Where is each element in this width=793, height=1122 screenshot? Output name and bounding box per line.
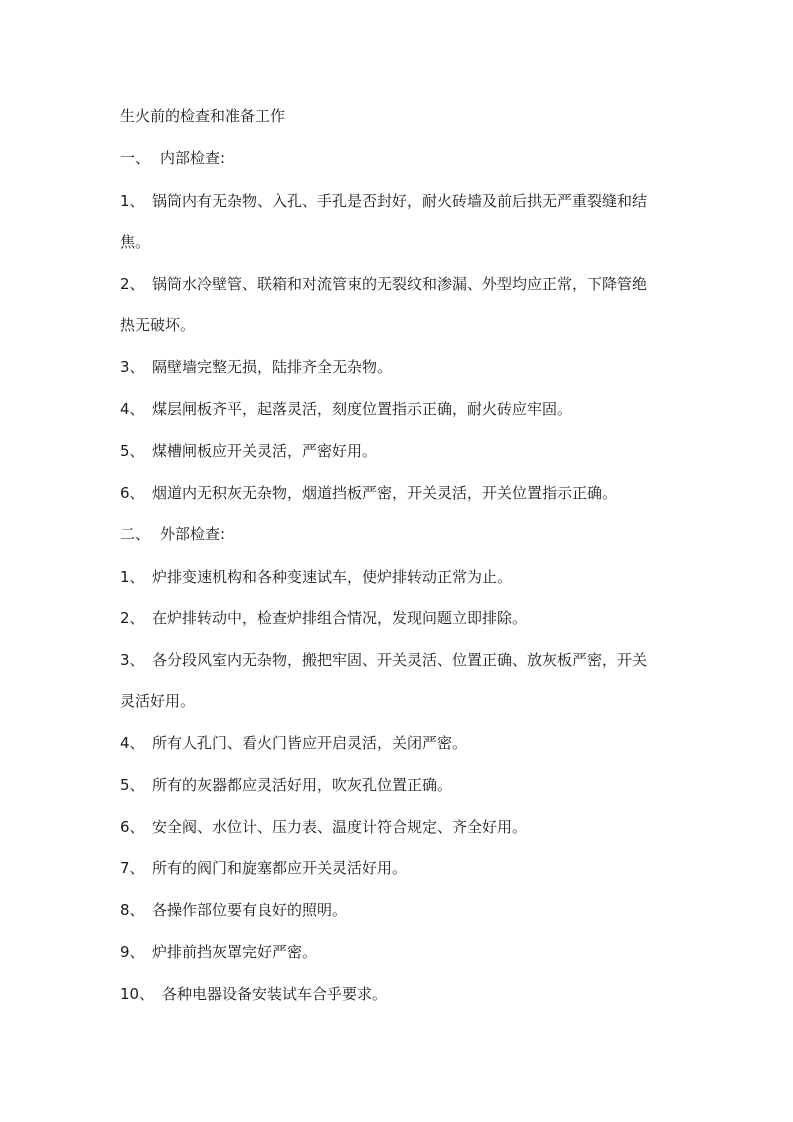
item-text: 各分段风室内无杂物，搬把牢固、开关灵活、位置正确、放灰板严密，开关 bbox=[152, 651, 648, 669]
item-text: 各操作部位要有良好的照明。 bbox=[152, 901, 348, 919]
list-item bbox=[120, 566, 680, 587]
item-text: 锅筒内有无杂物、入孔、手孔是否封好，耐火砖墙及前后拱无严重裂缝和结 bbox=[152, 192, 648, 210]
list-item bbox=[120, 398, 680, 419]
list-item bbox=[120, 356, 680, 377]
list-item bbox=[120, 482, 680, 503]
section-title: 外部检查: bbox=[160, 525, 226, 543]
list-item bbox=[120, 816, 680, 837]
item-number: 4、 bbox=[120, 734, 145, 752]
item-text: 煤槽闸板应开关灵活，严密好用。 bbox=[152, 442, 378, 460]
item-number: 7、 bbox=[120, 859, 145, 877]
section-heading-internal bbox=[120, 148, 225, 168]
list-item bbox=[120, 607, 680, 628]
item-number: 3、 bbox=[120, 651, 145, 669]
list-item bbox=[120, 941, 680, 962]
item-text: 煤层闸板齐平，起落灵活，刻度位置指示正确，耐火砖应牢固。 bbox=[152, 400, 573, 418]
document-title: 生火前的检查和准备工作 bbox=[120, 107, 286, 125]
item-number: 5、 bbox=[120, 442, 145, 460]
item-number: 2、 bbox=[120, 275, 145, 293]
list-item bbox=[120, 983, 680, 1004]
list-item bbox=[120, 857, 680, 878]
item-number: 9、 bbox=[120, 943, 145, 961]
item-number: 1、 bbox=[120, 568, 145, 586]
section-number: 二、 bbox=[120, 525, 151, 543]
item-number: 8、 bbox=[120, 901, 145, 919]
item-number: 2、 bbox=[120, 609, 145, 627]
item-number: 6、 bbox=[120, 484, 145, 502]
list-item bbox=[120, 899, 680, 920]
item-number: 4、 bbox=[120, 400, 145, 418]
list-item bbox=[120, 440, 680, 461]
item-number: 6、 bbox=[120, 818, 145, 836]
section-number: 一、 bbox=[120, 149, 151, 167]
item-text: 锅筒水冷壁管、联箱和对流管束的无裂纹和渗漏、外型均应正常，下降管绝 bbox=[152, 275, 648, 293]
item-number: 10、 bbox=[120, 985, 155, 1003]
item-text-continued: 热无破坏。 bbox=[120, 316, 196, 334]
item-number: 3、 bbox=[120, 358, 145, 376]
item-text: 所有人孔门、看火门皆应开启灵活，关闭严密。 bbox=[152, 734, 468, 752]
item-text: 安全阀、水位计、压力表、温度计符合规定、齐全好用。 bbox=[152, 818, 528, 836]
list-item bbox=[120, 649, 680, 710]
list-item bbox=[120, 732, 680, 753]
list-item bbox=[120, 190, 680, 251]
section-heading-external bbox=[120, 524, 225, 544]
list-item bbox=[120, 273, 680, 334]
item-text: 烟道内无积灰无杂物，烟道挡板严密，开关灵活，开关位置指示正确。 bbox=[152, 484, 618, 502]
item-text-continued: 焦。 bbox=[120, 233, 151, 251]
item-number: 1、 bbox=[120, 192, 145, 210]
item-text: 隔壁墙完整无损，陆排齐全无杂物。 bbox=[152, 358, 393, 376]
item-text: 所有的灰器都应灵活好用，吹灰孔位置正确。 bbox=[152, 776, 453, 794]
list-item bbox=[120, 774, 680, 795]
item-text: 各种电器设备安装试车合乎要求。 bbox=[162, 985, 388, 1003]
item-text: 炉排前挡灰罩完好严密。 bbox=[152, 943, 318, 961]
item-text: 所有的阀门和旋塞都应开关灵活好用。 bbox=[152, 859, 408, 877]
item-text-continued: 灵活好用。 bbox=[120, 692, 196, 710]
item-number: 5、 bbox=[120, 776, 145, 794]
item-text: 炉排变速机构和各种变速试车，使炉排转动正常为止。 bbox=[152, 568, 513, 586]
item-text: 在炉排转动中，检查炉排组合情况，发现问题立即排除。 bbox=[152, 609, 528, 627]
section-title: 内部检查: bbox=[160, 149, 226, 167]
